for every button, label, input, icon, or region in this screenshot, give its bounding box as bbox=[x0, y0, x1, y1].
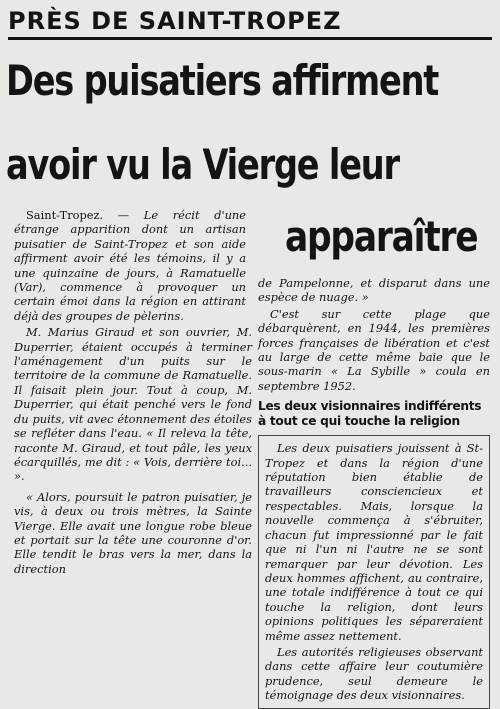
paragraph: Les autorités religieuses observant dans cette affaire leur coutumière prudence, seul demeure le témoignage des deux visionnaires. bbox=[265, 644, 483, 703]
paragraph: M. Marius Giraud et son ouvrier, M. Duperrier, étaient occupés à terminer l'aménagement d'un puits sur le territoire de la commune de Ramatuelle. Il faisait plein jour. Tout à coup, M. Duperrier, qui était penché vers le fond du puits, vit avec étonnement des étoiles se refléter dans l'eau. « Il releva la tête, raconte M. Giraud, et tout pâle, les yeux écarquillés, me dit : « Vois, derrière toi... ». bbox=[14, 325, 252, 484]
subheading: Les deux visionnaires indifférents à tout ce qui touche la religion bbox=[258, 399, 482, 429]
boxed-section bbox=[258, 435, 490, 708]
lead-text: Le récit d'une étrange apparition dont un artisan puisatier de Saint-Tropez et son aide affirment avoir été les témoins, il y a une quinzaine de jours, à Ramatuelle (Var), commence à provoquer un certain émoi dans la région en attirant déjà des groupes de pèlerins. bbox=[14, 208, 246, 323]
headline-line-2: avoir vu la Vierge leur bbox=[6, 140, 399, 189]
paragraph: Les deux puisatiers jouissent à St-Tropez et dans la région d'une réputation bien établie de travailleurs consciencieux et respectables. Mais, lorsque la nouvelle commença à s'ébruiter, chacun fut impressionné par le fait que ni l'un ni l'autre ne se sont remarquer par leur dévotion. Les deux hommes affichent, au contraire, une totale indifférence à tout ce qui touche la religion, dont leurs opinions politiques les sépareraient même assez nettement. bbox=[265, 441, 483, 643]
right-column bbox=[258, 276, 490, 709]
left-column bbox=[14, 208, 252, 576]
headline-line-3: apparaître bbox=[285, 212, 478, 261]
paragraph: de Pampelonne, et disparut dans une espèce de nuage. » bbox=[258, 276, 490, 305]
kicker: PRÈS DE SAINT-TROPEZ bbox=[8, 6, 492, 40]
lead-paragraph bbox=[14, 208, 246, 323]
headline-line-1: Des puisatiers affirment bbox=[6, 56, 439, 105]
paragraph: C'est sur cette plage que débarquèrent, en 1944, les premières forces françaises de libération et c'est au large de cette même baie que le sous-marin « La Sybille » coula en septembre 1952. bbox=[258, 306, 490, 393]
dateline: Saint-Tropez. — bbox=[26, 208, 130, 222]
paragraph: « Alors, poursuit le patron puisatier, je vis, à deux ou trois mètres, la Sainte Vierge. Elle avait une longue robe bleue et portait sur la tête une couronne d'or. Elle tendit le bras vers la mer, dans la direction bbox=[14, 489, 252, 576]
